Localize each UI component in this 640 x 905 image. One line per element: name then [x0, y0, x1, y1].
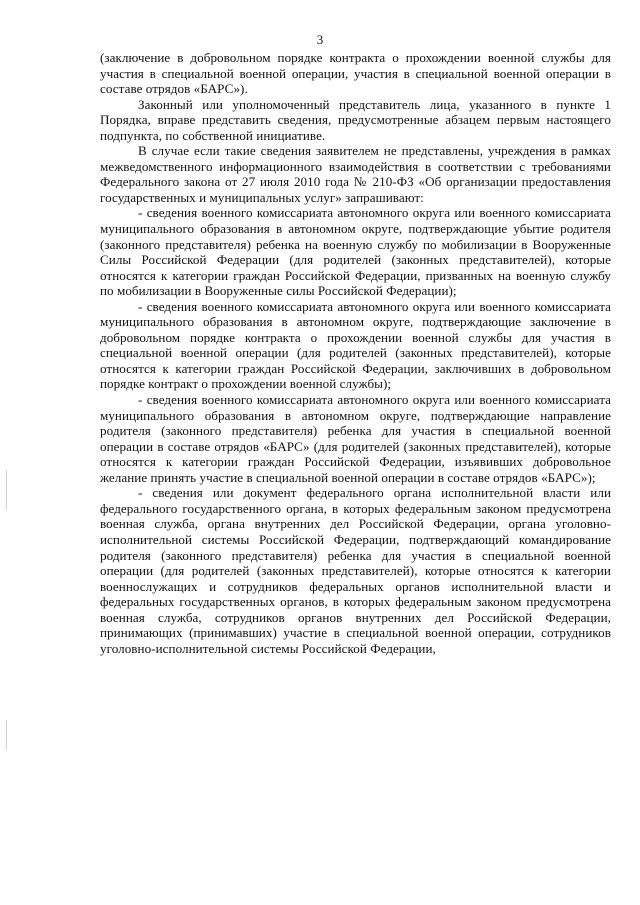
scan-edge-mark [6, 470, 7, 510]
list-item-federal-agency: - сведения или документ федерального органа исполнительной власти или федерального государственного органа, в которых федеральным законом предусмотрена военная служба, органа внутренних дел Российской Федерации, органа уголовно-исполнительной системы Российской Федерации, подтверждающий командирование родителя (законного представителя) ребенка для участия в специальной военной операции (для родителей (законных представителей), которые относятся к категории военнослужащих и сотрудников федеральных органов исполнительной власти и федеральных государственных органов, в которых федеральным законом предусмотрена военная служба, сотрудников органов внутренних дел Российской Федерации, принимающих (принимавших) участие в специальной военной операции, сотрудников уголовно-исполнительной системы Российской Федерации, [100, 485, 611, 656]
list-item-mobilization: - сведения военного комиссариата автономного округа или военного комиссариата муниципального образования в автономном округе, подтверждающие убытие родителя (законного представителя) ребенка на военную службу по мобилизации в Вооруженные Силы Российской Федерации (для родителей (законных представителей), которые относятся к категории граждан Российской Федерации, призванных на военную службу по мобилизации в Вооруженные силы Российской Федерации); [100, 205, 611, 299]
paragraph-representative: Законный или уполномоченный представитель лица, указанного в пункте 1 Порядка, вправе представить сведения, предусмотренные абзацем первым настоящего подпункта, по собственной инициативе. [100, 96, 611, 143]
paragraph-interagency-request: В случае если такие сведения заявителем не представлены, учреждения в рамках межведомственного информационного взаимодействия в соответствии с требованиями Федерального закона от 27 июля 2010 года № 210-ФЗ «Об организации предоставления государственных и муниципальных услуг» запрашивают: [100, 143, 611, 205]
paragraph-contract-continuation: (заключение в добровольном порядке контракта о прохождении военной службы для участия в специальной военной операции, участия в специальной военной операции в составе отрядов «БАРС»). [100, 50, 611, 97]
scan-edge-mark [6, 720, 7, 750]
list-item-bars-detachment: - сведения военного комиссариата автономного округа или военного комиссариата муниципального образования в автономном округе, подтверждающие направление родителя (законного представителя) ребенка для участия в специальной военной операции в составе отрядов «БАРС» (для родителей (законных представителей), которые относятся к категории граждан Российской Федерации, изъявивших добровольное желание принять участие в специальной военной операции в составе отрядов «БАРС»); [100, 392, 611, 485]
page-number: 3 [316, 32, 324, 47]
document-body [100, 50, 611, 656]
list-item-contract: - сведения военного комиссариата автономного округа или военного комиссариата муниципального образования в автономном округе, подтверждающие заключение в добровольном порядке контракта о прохождении военной службы для участия в специальной военной операции (для родителей (законных представителей), которые относятся к категории граждан Российской Федерации, заключивших в добровольном порядке контракт о прохождении военной службы); [100, 298, 611, 392]
